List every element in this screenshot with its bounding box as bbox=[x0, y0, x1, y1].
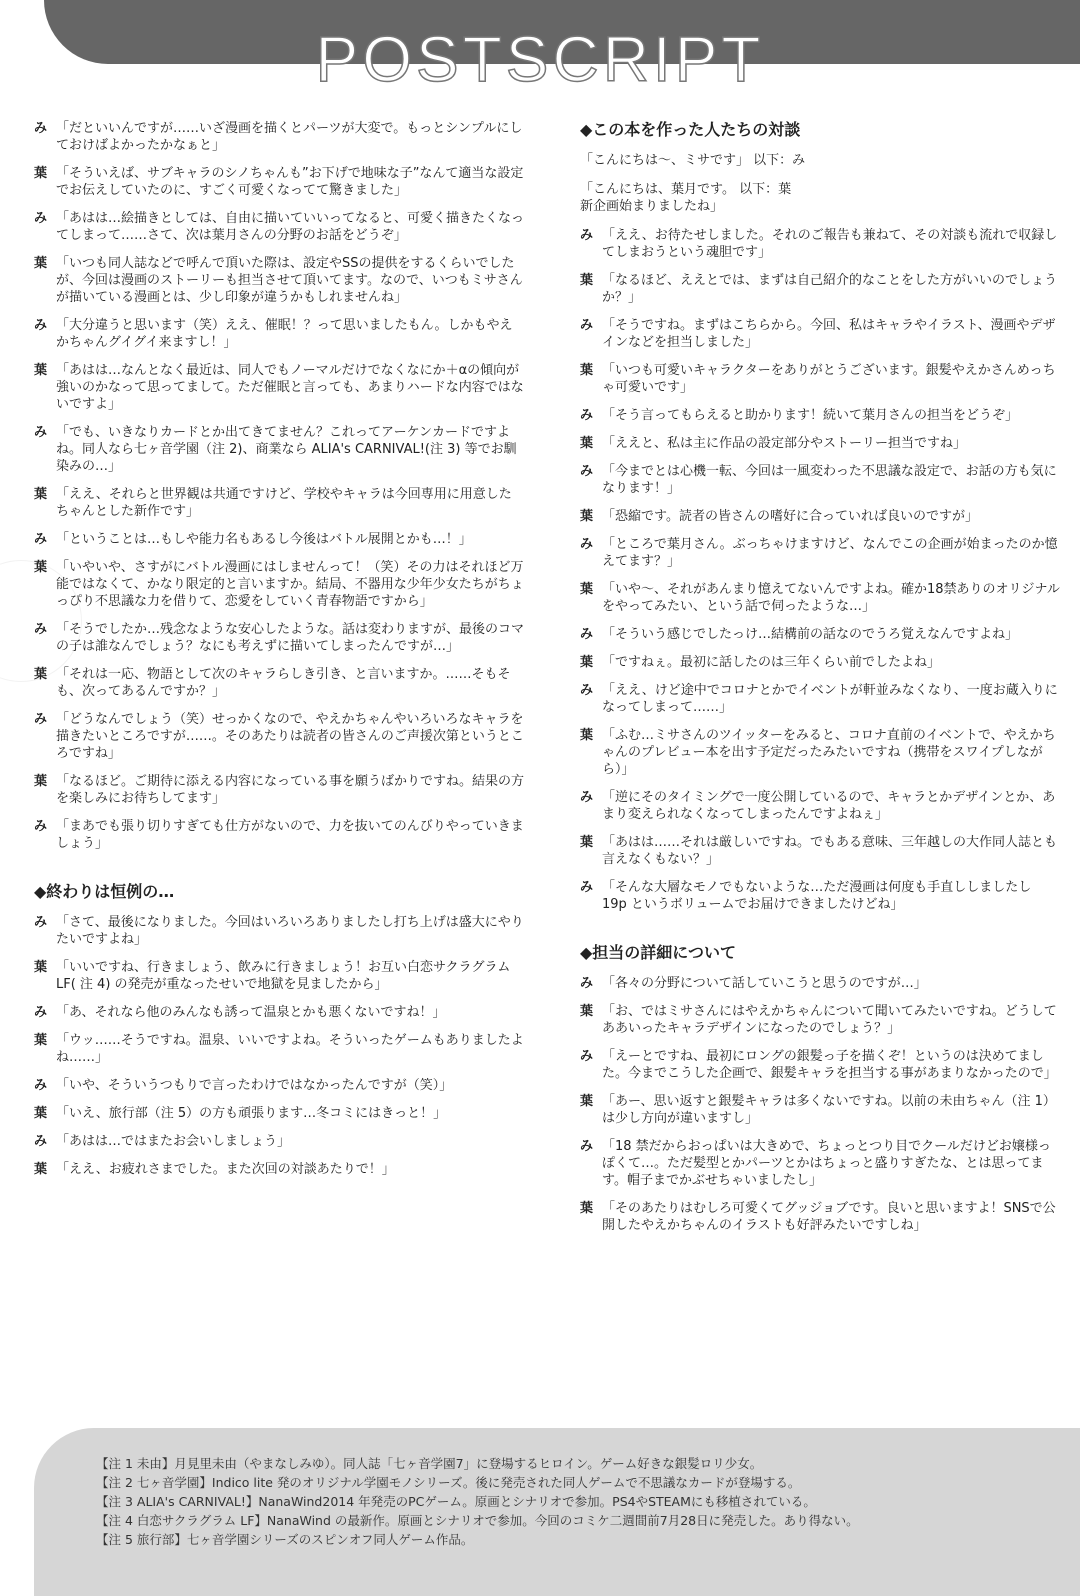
speaker-label: み bbox=[34, 712, 48, 727]
dialogue-text: 「あはは…ではまたお会いしましょう」 bbox=[56, 1134, 291, 1149]
dialogue-entry bbox=[34, 818, 524, 852]
dialogue-text: 「ウッ……そうですね。温泉、いいですよね。そういったゲームもありましたよね……」 bbox=[56, 1033, 524, 1065]
dialogue-entry bbox=[34, 621, 524, 655]
dialogue-text: 「ええ、けど途中でコロナとかでイベントが軒並みなくなり、一度お蔵入りになってしまって……」 bbox=[602, 683, 1058, 715]
dialogue-text: 「ええ、お疲れさまでした。また次回の対談あたりで！」 bbox=[56, 1162, 395, 1177]
dialogue-text: 「あ、それなら他のみんなも誘って温泉とかも悪くないですね！」 bbox=[56, 1005, 446, 1020]
dialogue-entry bbox=[34, 317, 524, 351]
speaker-label: み bbox=[34, 915, 48, 930]
speaker-label: み bbox=[580, 976, 594, 991]
speaker-label: 葉 bbox=[34, 960, 48, 975]
dialogue-text: 「いやいや、さすがにバトル漫画にはしませんって！（笑）その力はそれほど万能ではなくて、かなり限定的と言いますか。結局、不器用な少年少女たちがちょっぴり不思議な力を借りて、恋愛をしていく青春物語ですから」 bbox=[56, 560, 524, 609]
dialogue-entry bbox=[580, 1003, 1060, 1037]
dialogue-entry bbox=[580, 879, 1060, 913]
dialogue-text: 「あー、思い返すと銀髪キャラは多くないですね。以前の未由ちゃん（注 1）は少し方向が違いますし」 bbox=[602, 1094, 1056, 1126]
dialogue-entry bbox=[34, 210, 524, 244]
dialogue-entry bbox=[34, 1077, 524, 1094]
speaker-label: 葉 bbox=[34, 667, 48, 682]
dialogue-entry bbox=[34, 1133, 524, 1150]
intro-hazuki-line1: 「こんにちは、葉月です。 以下：葉 bbox=[580, 182, 792, 197]
dialogue-text: 「だといいんですが……いざ漫画を描くとパーツが大変で。もっとシンプルにしておけばよかったかなぁと」 bbox=[56, 121, 523, 153]
dialogue-text: 「あはは……それは厳しいですね。でもある意味、三年越しの大作同人誌とも言えなくもない？」 bbox=[602, 835, 1058, 867]
dialogue-entry bbox=[580, 654, 1060, 671]
dialogue-entry bbox=[34, 559, 524, 610]
dialogue-text: 「ええ、それらと世界観は共通ですけど、学校やキャラは今回専用に用意したちゃんとした新作です」 bbox=[56, 487, 512, 519]
dialogue-entry bbox=[34, 165, 524, 199]
speaker-label: み bbox=[580, 318, 594, 333]
section-heading-details: ◆担当の詳細について bbox=[580, 943, 736, 962]
dialogue-text: 「18 禁だからおっぱいは大きめで、ちょっとつり目でクールだけどお嬢様っぽくて…。ただ髪型とかパーツとかはちょっと盛りすぎたな、とは思ってます。帽子までかぶせちゃいましたし」 bbox=[602, 1139, 1051, 1188]
speaker-label: 葉 bbox=[580, 1201, 594, 1216]
speaker-label: み bbox=[34, 1078, 48, 1093]
dialogue-text: 「それは一応、物語として次のキャラらしき引き、と言いますか。……そもそも、次ってあるんですか？」 bbox=[56, 667, 511, 699]
dialogue-text: 「いや～、それがあんまり憶えてないんですよね。確か18禁ありのオリジナルをやってみたい、という話で伺ったような…」 bbox=[602, 582, 1060, 614]
dialogue-text: 「さて、最後になりました。今回はいろいろありましたし打ち上げは盛大にやりたいですよね」 bbox=[56, 915, 524, 947]
speaker-label: み bbox=[580, 790, 594, 805]
dialogue-entry bbox=[34, 959, 524, 993]
speaker-label: み bbox=[580, 880, 594, 895]
dialogue-entry bbox=[580, 463, 1060, 497]
speaker-label: 葉 bbox=[34, 560, 48, 575]
dialogue-text: 「そういえば、サブキャラのシノちゃんも”お下げで地味な子”なんて適当な設定でお伝えしていたのに、すごく可愛くなってて驚きました」 bbox=[56, 166, 524, 198]
speaker-label: 葉 bbox=[34, 487, 48, 502]
dialogue-entry bbox=[580, 789, 1060, 823]
speaker-label: み bbox=[580, 683, 594, 698]
dialogue-text: 「逆にそのタイミングで一度公開しているので、キャラとかデザインとか、あまり変えられなくなってしまったんですよねぇ」 bbox=[602, 790, 1056, 822]
dialogue-text: 「なるほど、ええとでは、まずは自己紹介的なことをした方がいいのでしょうか？」 bbox=[602, 273, 1058, 305]
footnote: 【注 3 ALIA's CARNIVAL!】NanaWind2014 年発売のPCゲーム。原画とシナリオで参加。PS4やSTEAMにも移植されている。 bbox=[96, 1494, 816, 1509]
dialogue-entry bbox=[34, 424, 524, 475]
dialogue-entry bbox=[580, 407, 1060, 424]
speaker-label: 葉 bbox=[34, 166, 48, 181]
dialogue-text: 「えーとですね、最初にロングの銀髪っ子を描くぞ！というのは決めてました。今までこうした企画で、銀髪キャラを担当する事があまりなかったので」 bbox=[602, 1049, 1057, 1081]
dialogue-entry bbox=[580, 1093, 1060, 1127]
dialogue-entry bbox=[34, 531, 524, 548]
speaker-label: 葉 bbox=[580, 835, 594, 850]
speaker-label: み bbox=[34, 622, 48, 637]
section-heading-ending: ◆終わりは恒例の… bbox=[34, 882, 175, 901]
dialogue-entry bbox=[580, 435, 1060, 452]
speaker-label: 葉 bbox=[580, 363, 594, 378]
dialogue-text: 「ですねぇ。最初に話したのは三年くらい前でしたよね」 bbox=[602, 655, 941, 670]
dialogue-entry bbox=[580, 682, 1060, 716]
ending-dialogue-list bbox=[34, 914, 524, 1178]
intro-hazuki bbox=[580, 181, 1060, 215]
interview-dialogue-list bbox=[580, 227, 1060, 913]
dialogue-text: 「恐縮です。読者の皆さんの嗜好に合っていれば良いのですが」 bbox=[602, 509, 978, 524]
speaker-label: み bbox=[34, 532, 48, 547]
dialogue-entry bbox=[580, 272, 1060, 306]
dialogue-text: 「そう言ってもらえると助かります！続いて葉月さんの担当をどうぞ」 bbox=[602, 408, 1019, 423]
speaker-label: み bbox=[34, 819, 48, 834]
dialogue-entry bbox=[34, 666, 524, 700]
dialogue-entry bbox=[580, 317, 1060, 351]
dialogue-text: 「ところで葉月さん。ぶっちゃけますけど、なんでこの企画が始まったのか憶えてます？」 bbox=[602, 537, 1058, 569]
dialogue-entry bbox=[580, 508, 1060, 525]
speaker-label: 葉 bbox=[580, 509, 594, 524]
dialogue-text: 「大分違うと思います（笑）ええ、催眠！？って思いましたもん。しかもやえかちゃんグイグイ来ますし！」 bbox=[56, 318, 513, 350]
speaker-label: み bbox=[580, 408, 594, 423]
dialogue-text: 「そうでしたか…残念なような安心したような。話は変わりますが、最後のコマの子は誰なんでしょう？なにも考えずに描いてしまったんですが…」 bbox=[56, 622, 525, 654]
dialogue-entry bbox=[580, 727, 1060, 778]
dialogue-entry bbox=[580, 227, 1060, 261]
dialogue-entry bbox=[34, 486, 524, 520]
dialogue-entry bbox=[580, 1048, 1060, 1082]
footnote: 【注 2 七ヶ音学園】Indico lite 発のオリジナル学園モノシリーズ。後に発売された同人ゲームで不思議なカードが登場する。 bbox=[96, 1475, 801, 1490]
speaker-label: 葉 bbox=[34, 1033, 48, 1048]
dialogue-text: 「今までとは心機一転、今回は一風変わった不思議な設定で、お話の方も気になります！」 bbox=[602, 464, 1057, 496]
dialogue-entry bbox=[580, 581, 1060, 615]
dialogue-entry bbox=[580, 536, 1060, 570]
dialogue-text: 「いえ、旅行部（注 5）の方も頑張ります…冬コミにはきっと！」 bbox=[56, 1106, 447, 1121]
dialogue-text: 「あはは…絵描きとしては、自由に描いていいってなると、可愛く描きたくなってしまって……さて、次は葉月さんの分野のお話をどうぞ」 bbox=[56, 211, 525, 243]
dialogue-text: 「いつも同人誌などで呼んで頂いた際は、設定やSSの提供をするくらいでしたが、今回は漫画のストーリーも担当させて頂いてます。なので、いつもミサさんが描いている漫画とは、少し印象が違うかもしれませんね」 bbox=[56, 256, 523, 305]
footnotes-list bbox=[96, 1454, 859, 1549]
speaker-label: 葉 bbox=[580, 582, 594, 597]
dialogue-text: 「そういう感じでしたっけ…結構前の話なのでうろ覚えなんですよね」 bbox=[602, 627, 1019, 642]
dialogue-text: 「いつも可愛いキャラクターをありがとうございます。銀髪やえかさんめっちゃ可愛いです」 bbox=[602, 363, 1056, 395]
dialogue-entry bbox=[580, 1200, 1060, 1234]
dialogue-text: 「そんな大層なモノでもないような…ただ漫画は何度も手直ししましたし 19p というボリュームでお届けできましたけどね」 bbox=[602, 880, 1032, 912]
dialogue-entry bbox=[34, 1032, 524, 1066]
speaker-label: み bbox=[580, 464, 594, 479]
speaker-label: み bbox=[34, 121, 48, 136]
page-title: POSTSCRIPT bbox=[315, 23, 765, 95]
footnotes-panel bbox=[34, 1428, 1080, 1596]
speaker-label: 葉 bbox=[34, 1162, 48, 1177]
dialogue-entry bbox=[34, 362, 524, 413]
speaker-label: み bbox=[34, 1134, 48, 1149]
speaker-label: み bbox=[34, 318, 48, 333]
dialogue-entry bbox=[580, 834, 1060, 868]
dialogue-text: 「まあでも張り切りすぎても仕方がないので、力を抜いてのんびりやっていきましょう」 bbox=[56, 819, 524, 851]
dialogue-text: 「ええ、お待たせしました。それのご報告も兼ねて、その対談も流れで収録してしまおうという魂胆です」 bbox=[602, 228, 1058, 260]
speaker-label: み bbox=[580, 627, 594, 642]
speaker-label: 葉 bbox=[580, 728, 594, 743]
dialogue-text: 「でも、いきなりカードとか出てきてません？これってアーケンカードですよね。同人なら七ヶ音学園（注 2)、商業なら ALIA's CARNIVAL!(注 3) 等でお馴染みの…」 bbox=[56, 425, 517, 474]
dialogue-entry bbox=[34, 1161, 524, 1178]
speaker-label: み bbox=[580, 1139, 594, 1154]
speaker-label: 葉 bbox=[580, 273, 594, 288]
dialogue-entry bbox=[34, 773, 524, 807]
speaker-label: 葉 bbox=[34, 774, 48, 789]
dialogue-entry bbox=[580, 1138, 1060, 1189]
speaker-label: み bbox=[580, 228, 594, 243]
dialogue-text: 「そのあたりはむしろ可愛くてグッジョブです。良いと思いますよ！SNSで公開したやえかちゃんのイラストも好評みたいですしね」 bbox=[602, 1201, 1056, 1233]
dialogue-text: 「ということは…もしや能力名もあるし今後はバトル展開とかも…！」 bbox=[56, 532, 472, 547]
dialogue-text: 「お、ではミサさんにはやえかちゃんについて聞いてみたいですね。どうしてああいったキャラデザインになったのでしょう？」 bbox=[602, 1004, 1057, 1036]
dialogue-entry bbox=[34, 711, 524, 762]
left-column bbox=[34, 120, 524, 1189]
intro-misa: 「こんにちは～、ミサです」 以下：み bbox=[580, 153, 806, 168]
dialogue-text: 「いや、そういうつもりで言ったわけではなかったんですが（笑）」 bbox=[56, 1078, 453, 1093]
dialogue-entry bbox=[580, 362, 1060, 396]
details-dialogue-list bbox=[580, 975, 1060, 1234]
dialogue-entry bbox=[34, 255, 524, 306]
speaker-label: み bbox=[580, 1049, 594, 1064]
speaker-label: み bbox=[34, 425, 48, 440]
dialogue-entry bbox=[34, 1105, 524, 1122]
section-heading-interview: ◆この本を作った人たちの対談 bbox=[580, 120, 801, 139]
speaker-label: み bbox=[580, 537, 594, 552]
footnote: 【注 1 未由】月見里未由（やまなしみゆ）。同人誌「七ヶ音学園7」に登場するヒロイン。ゲーム好きな銀髪ロリ少女。 bbox=[96, 1456, 763, 1471]
speaker-label: 葉 bbox=[580, 1094, 594, 1109]
speaker-label: 葉 bbox=[580, 655, 594, 670]
speaker-label: 葉 bbox=[34, 256, 48, 271]
dialogue-text: 「あはは…なんとなく最近は、同人でもノーマルだけでなくなにか＋αの傾向が強いのかなって思ってまして。ただ催眠と言っても、あまりハードな内容ではないですよ」 bbox=[56, 363, 524, 412]
speaker-label: み bbox=[34, 211, 48, 226]
dialogue-entry bbox=[580, 626, 1060, 643]
dialogue-text: 「なるほど。ご期待に添える内容になっている事を願うばかりですね。結果の方を楽しみにお待ちしてます」 bbox=[56, 774, 525, 806]
footnote: 【注 4 白恋サクラグラム LF】NanaWind の最新作。原画とシナリオで参加。今回のコミケ二週間前7月28日に発売した。あり得ない。 bbox=[96, 1513, 859, 1528]
dialogue-entry bbox=[34, 120, 524, 154]
speaker-label: み bbox=[34, 1005, 48, 1020]
speaker-label: 葉 bbox=[580, 1004, 594, 1019]
dialogue-text: 「いいですね、行きましょう、飲みに行きましょう！お互い白恋サクラグラム LF( 注 4) の発売が重なったせいで地獄を見ましたから」 bbox=[56, 960, 511, 992]
dialogue-text: 「各々の分野について話していこうと思うのですが…」 bbox=[602, 976, 927, 991]
dialogue-entry bbox=[34, 1004, 524, 1021]
speaker-label: 葉 bbox=[580, 436, 594, 451]
intro-hazuki-line2: 新企画始まりましたね」 bbox=[580, 199, 724, 214]
dialogue-entry bbox=[580, 975, 1060, 992]
dialogue-text: 「ええと、私は主に作品の設定部分やストーリー担当ですね」 bbox=[602, 436, 967, 451]
left-dialogue-list bbox=[34, 120, 524, 852]
footnote: 【注 5 旅行部】七ヶ音学園シリーズのスピンオフ同人ゲーム作品。 bbox=[96, 1532, 474, 1547]
speaker-label: 葉 bbox=[34, 1106, 48, 1121]
speaker-label: 葉 bbox=[34, 363, 48, 378]
dialogue-entry bbox=[34, 914, 524, 948]
right-column bbox=[580, 120, 1060, 1245]
dialogue-text: 「そうですね。まずはこちらから。今回、私はキャラやイラスト、漫画やデザインなどを担当しました」 bbox=[602, 318, 1056, 350]
dialogue-text: 「ふむ…ミサさんのツイッターをみると、コロナ直前のイベントで、やえかちゃんのプレビュー本を出す予定だったみたいですね（携帯をスワイプしながら）」 bbox=[602, 728, 1056, 777]
dialogue-text: 「どうなんでしょう（笑）せっかくなので、やえかちゃんやいろいろなキャラを描きたいところですが……。そのあたりは読者の皆さんのご声援次第というところですね」 bbox=[56, 712, 524, 761]
